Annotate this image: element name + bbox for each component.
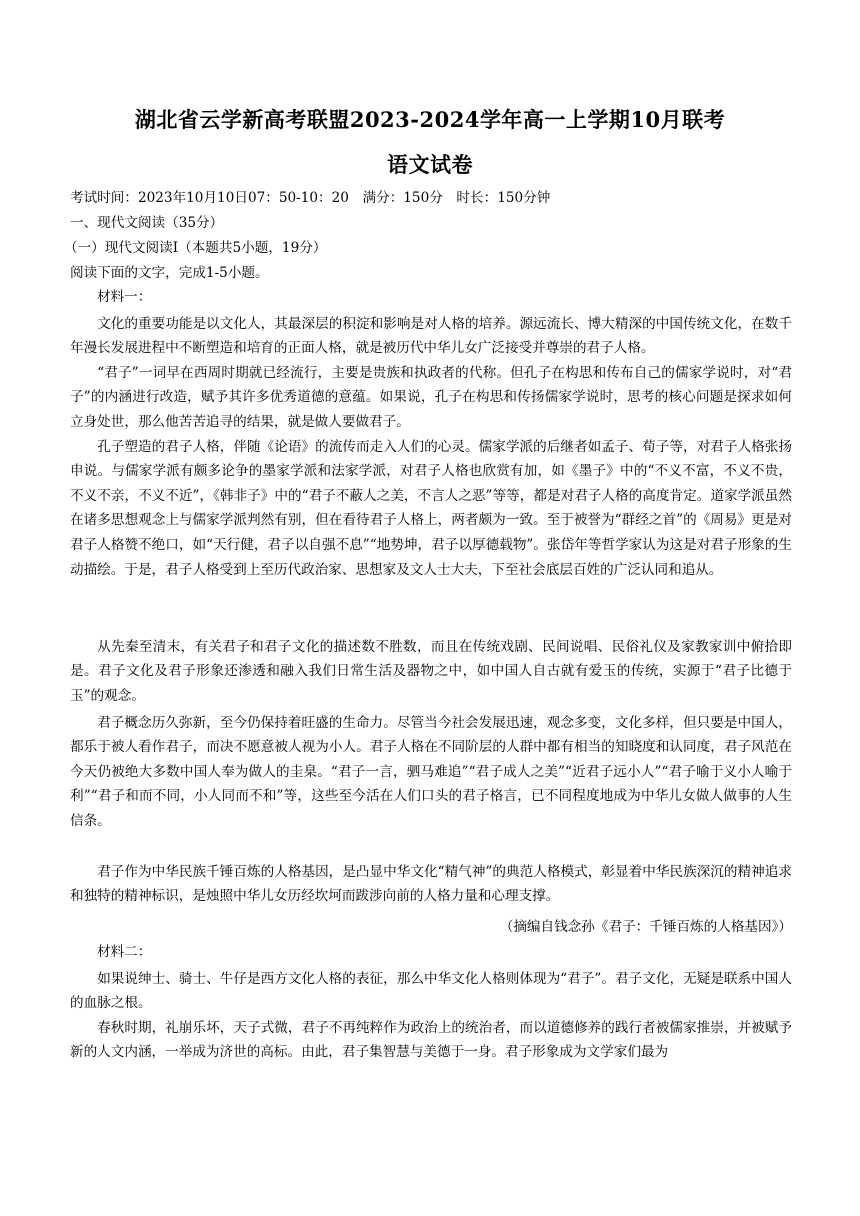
material1-paragraph: 文化的重要功能是以文化人，其最深层的积淀和影响是对人格的培养。源远流长、博大精深的中国传统文化，在数千年漫长发展进程中不断塑造和培育的正面人格，就是被历代中华儿女广泛接受并尊崇的君子人格。 [70, 315, 792, 357]
material1-paragraph: 孔子塑造的君子人格，伴随《论语》的流传而走入人们的心灵。儒家学派的后继者如孟子、荀子等，对君子人格张扬申说。与儒家学派有颇多论争的墨家学派和法家学派，对君子人格也欣赏有加，如《墨子》中的“不义不富，不义不贵，不义不亲，不义不近”，《韩非子》中的“君子不蔽人之美，不言人之恶”等等，都是对君子人格的高度肯定。道家学派虽然在诸多思想观念上与儒家学派判然有别，但在看待君子人格上，两者颇为一致。至于被誉为“群经之首”的《周易》更是对君子人格赞不绝口，如“天行健，君子以自强不息”“地势坤，君子以厚德载物”。张岱年等哲学家认为这是对君子形象的生动描绘。于是，君子人格受到上至历代政治家、思想家及文人士大夫，下至社会底层百姓的广泛认同和追从。 [70, 438, 792, 578]
document-subtitle: 语文试卷 [387, 152, 473, 177]
material1-paragraph: 君子概念历久弥新，至今仍保持着旺盛的生命力。尽管当今社会发展迅速，观念多变，文化多样，但只要是中国人，都乐于被人看作君子，而决不愿意被人视为小人。君子人格在不同阶层的人群中都有相当的知晓度和认同度，君子风范在今天仍被绝大多数中国人奉为做人的圭臬。“君子一言，驷马难追”“君子成人之美”“近君子远小人”“君子喻于义小人喻于利”“君子和而不同，小人同而不和”等，这些至今活在人们口头的君子格言，已不同程度地成为中华儿女做人做事的人生信条。 [70, 714, 792, 829]
material1-paragraph: 君子作为中华民族千锤百炼的人格基因，是凸显中华文化“精气神”的典范人格模式，彰显着中华民族深沉的精神追求和独特的精神标识，是烛照中华儿女历经坎坷而跋涉向前的人格力量和心理支撑。 [70, 863, 792, 905]
section-heading: 一、现代文阅读（35分） [70, 215, 224, 231]
material1-paragraph: 从先秦至清末，有关君子和君子文化的描述数不胜数，而且在传统戏剧、民间说唱、民俗礼仪及家教家训中俯拾即是。君子文化及君子形象还渗透和融入我们日常生活及器物之中，如中国人自古就有爱玉的传统，实源于“君子比德于玉”的观念。 [70, 638, 792, 704]
material2-label: 材料二： [97, 944, 152, 960]
material1-label: 材料一： [97, 289, 152, 305]
material2-paragraph: 春秋时期，礼崩乐坏，天子式微，君子不再纯粹作为政治上的统治者，而以道德修养的践行者被儒家推崇，并被赋予新的人文内涵，一举成为济世的高标。由此，君子集智慧与美德于一身。君子形象成为文学家们最为 [70, 1019, 792, 1061]
material2-paragraph: 如果说绅士、骑士、牛仔是西方文化人格的表征，那么中华文化人格则体现为“君子”。君子文化，无疑是联系中国人的血脉之根。 [70, 970, 792, 1012]
material1-paragraph: “君子”一词早在西周时期就已经流行，主要是贵族和执政者的代称。但孔子在构思和传布自己的儒家学说时，对“君子”的内涵进行改造，赋予其许多优秀道德的意蕴。如果说，孔子在构思和传扬儒家学说时，思考的核心问题是探求如何立身处世，那么他苦苦追寻的结果，就是做人要做君子。 [70, 364, 792, 430]
material1-source: （摘编自钱念孙《君子：千锤百炼的人格基因》） [499, 919, 792, 935]
section-subheading: （一）现代文阅读Ⅰ（本题共5小题，19分） [64, 240, 327, 256]
section-instruction: 阅读下面的文字，完成1-5小题。 [70, 265, 269, 281]
exam-info: 考试时间：2023年10月10日07：50-10：20 满分：150分 时长：150分钟 [70, 190, 551, 206]
document-title: 湖北省云学新高考联盟2023-2024学年高一上学期10月联考 [134, 107, 726, 132]
